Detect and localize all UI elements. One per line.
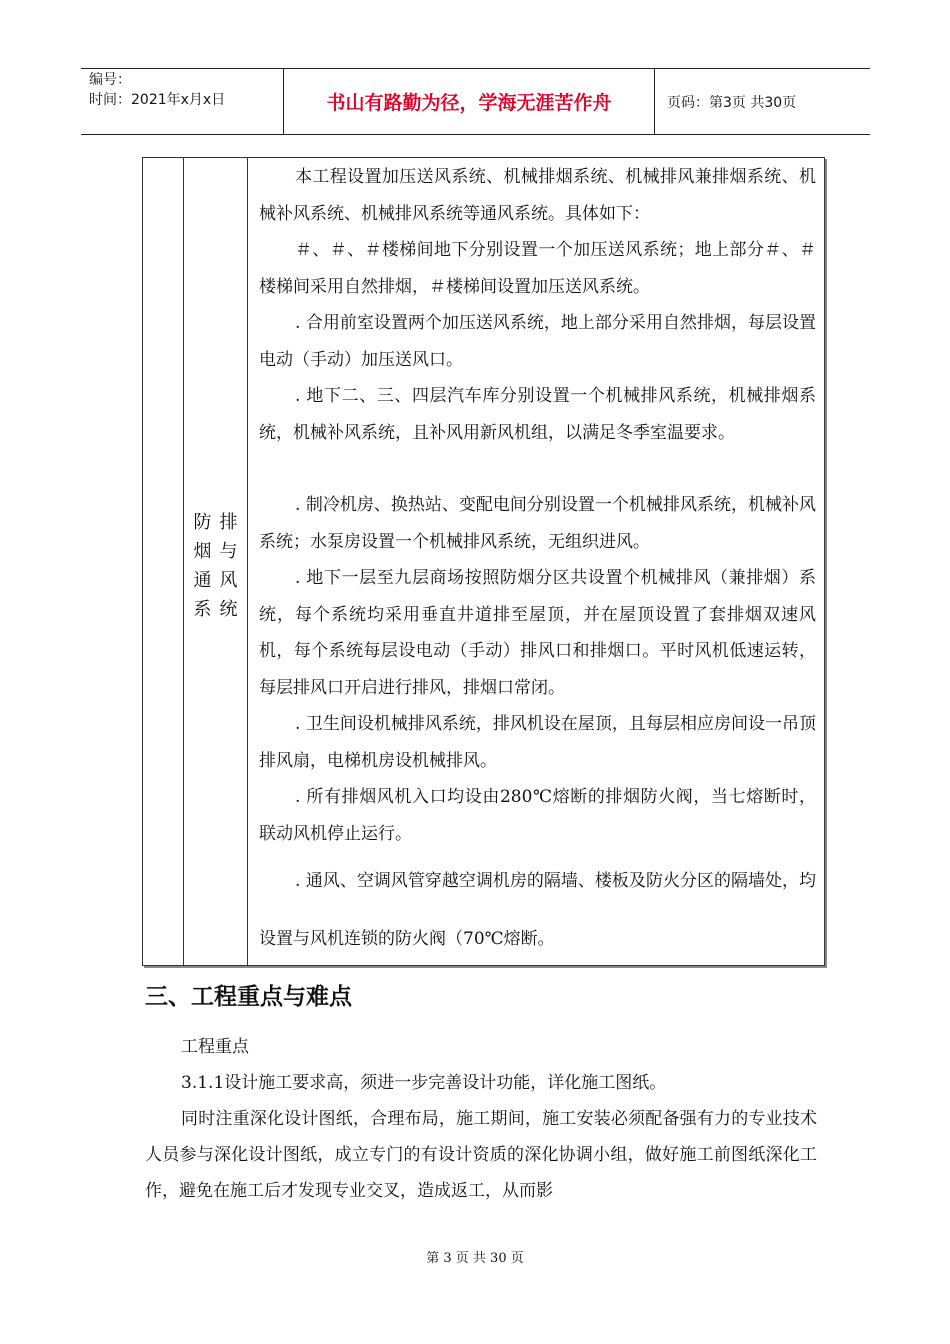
header-motto: 书山有路勤为径，学海无涯苦作舟 [283,69,655,134]
ventilation-system-table [142,157,825,966]
header-page-info: 页码：第3页 共30页 [667,94,797,111]
table-paragraph: . 所有排烟风机入口均设由280℃熔断的排烟防火阀，当七熔断时，联动风机停止运行。 [259,787,816,844]
table-paragraph: . 地下二、三、四层汽车库分别设置一个机械排风系统，机械排烟系统，机械补风系统，且补风用新风机组，以满足冬季室温要求。 [259,386,816,443]
table-paragraph: . 合用前室设置两个加压送风系统，地上部分采用自然排烟，每层设置电动（手动）加压送风口。 [259,313,816,370]
table-category-cell [184,158,248,965]
table-paragraph: 本工程设置加压送风系统、机械排烟系统、机械排风兼排烟系统、机械补风系统、机械排风系统等通风系统。具体如下： [259,167,816,224]
table-paragraph: . 制冷机房、换热站、变配电间分别设置一个机械排风系统，机械补风系统；水泵房设置一个机械排风系统，无组织进风。 [259,495,816,552]
table-paragraph: . 通风、空调风管穿越空调机房的隔墙、楼板及防火分区的隔墙处，均设置与风机连锁的防火阀（70℃熔断。 [259,871,816,949]
table-content-cell [248,158,824,965]
section-subtitle: 工程重点 [181,1037,249,1057]
table-empty-column [143,158,184,965]
section-item: 3.1.1设计施工要求高，须进一步完善设计功能，详化施工图纸。 [181,1073,667,1093]
section-body: 同时注重深化设计图纸，合理布局，施工期间，施工安装必须配备强有力的专业技术人员参与深化设计图纸，成立专门的有设计资质的深化协调小组，做好施工前图纸深化工作，避免在施工后才发现专业交叉，造成返工，从而影 [145,1109,817,1201]
page-footer: 第 3 页 共 30 页 [426,1251,524,1266]
page-header [81,68,870,135]
section-title: 三、工程重点与难点 [145,984,352,1010]
document-number-label: 编号： [89,72,131,88]
document-time-label: 时间：2021年x月x日 [89,92,226,108]
header-meta [81,69,283,134]
table-paragraph: . 地下一层至九层商场按照防烟分区共设置个机械排风（兼排烟）系统，每个系统均采用垂直井道排至屋顶，并在屋顶设置了套排烟双速风机，每个系统每层设电动（手动）排风口和排烟口。平时风机低速运转，每层排风口开启进行排风，排烟口常闭。 [259,568,816,698]
category-label: 防排烟与通风系统 [193,511,238,620]
table-paragraph: . 卫生间设机械排风系统，排风机设在屋顶，且每层相应房间设一吊顶排风扇，电梯机房设机械排风。 [259,714,816,771]
table-paragraph: ＃、＃、＃楼梯间地下分别设置一个加压送风系统；地上部分＃、＃楼梯间采用自然排烟，＃楼梯间设置加压送风系统。 [259,240,816,297]
